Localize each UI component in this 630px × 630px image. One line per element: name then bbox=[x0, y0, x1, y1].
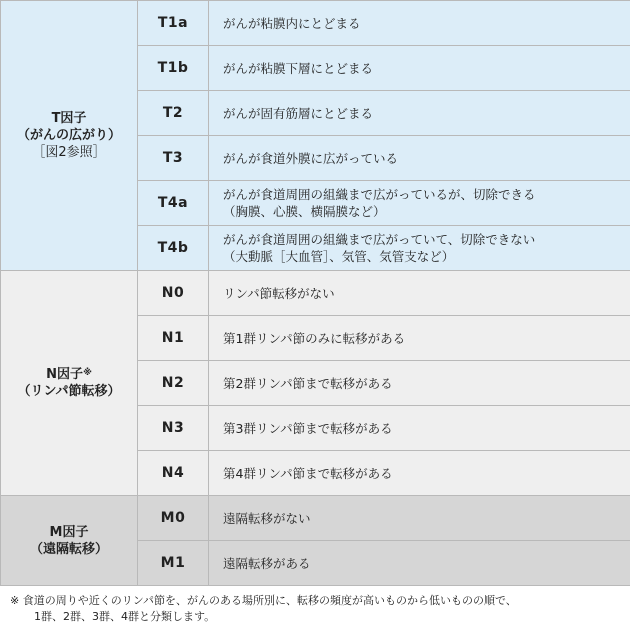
m-factor-subtitle: （遠隔転移） bbox=[29, 541, 108, 557]
description-line: がんが食道周囲の組織まで広がっていて、切除できない bbox=[223, 232, 536, 247]
stage-code: N1 bbox=[138, 316, 209, 361]
stage-description bbox=[209, 181, 630, 226]
stage-description bbox=[209, 46, 630, 91]
stage-description bbox=[209, 1, 630, 46]
n-factor-title: N因子 bbox=[46, 367, 84, 382]
description-line: がんが食道外膜に広がっている bbox=[223, 150, 399, 166]
description-line: （大動脈［大血管］、気管、気管支など） bbox=[223, 249, 455, 264]
table-row bbox=[1, 1, 630, 46]
description-line: がんが食道周囲の組織まで広がっているが、切除できる bbox=[223, 187, 536, 202]
t-factor-subtitle: （がんの広がり） bbox=[16, 128, 121, 143]
stage-description bbox=[209, 496, 630, 541]
stage-code: T1a bbox=[138, 1, 209, 46]
description-line: がんが粘膜内にとどまる bbox=[223, 15, 361, 31]
description-line: リンパ節転移がない bbox=[223, 285, 335, 301]
stage-description bbox=[209, 541, 630, 586]
stage-description bbox=[209, 406, 630, 451]
description-line: 第2群リンパ節まで転移がある bbox=[223, 375, 393, 391]
n-factor-title-line bbox=[1, 366, 137, 383]
stage-description bbox=[209, 226, 630, 271]
stage-code: T4b bbox=[138, 226, 209, 271]
description-line: 第1群リンパ節のみに転移がある bbox=[223, 330, 406, 346]
stage-description bbox=[209, 361, 630, 406]
stage-code: M0 bbox=[138, 496, 209, 541]
footnote bbox=[10, 593, 622, 625]
stage-code: T4a bbox=[138, 181, 209, 226]
stage-code: T3 bbox=[138, 136, 209, 181]
m-factor-title: M因子 bbox=[49, 524, 89, 540]
t-factor-cell bbox=[1, 1, 138, 271]
stage-code: N0 bbox=[138, 271, 209, 316]
description-line: がんが固有筋層にとどまる bbox=[223, 105, 374, 121]
n-factor-cell bbox=[1, 271, 138, 496]
stage-description bbox=[209, 91, 630, 136]
description-line: （胸膜、心膜、横隔膜など） bbox=[223, 204, 386, 219]
stage-description bbox=[209, 271, 630, 316]
n-factor-subtitle: （リンパ節転移） bbox=[17, 384, 121, 399]
stage-code: T2 bbox=[138, 91, 209, 136]
stage-code: N3 bbox=[138, 406, 209, 451]
footnote-mark: ※ bbox=[83, 368, 92, 378]
table-row bbox=[1, 271, 630, 316]
stage-description bbox=[209, 316, 630, 361]
stage-code: T1b bbox=[138, 46, 209, 91]
footnote-line-1: ※ 食道の周りや近くのリンパ節を、がんのある場所別に、転移の頻度が高いものから低いものの順で、 bbox=[10, 594, 517, 607]
t-factor-title: T因子 bbox=[51, 111, 87, 126]
t-factor-reference: ［図2参照］ bbox=[32, 145, 106, 160]
description-line: 遠隔転移がない bbox=[223, 510, 311, 526]
description-line: 遠隔転移がある bbox=[223, 555, 311, 571]
stage-code: N2 bbox=[138, 361, 209, 406]
stage-description bbox=[209, 136, 630, 181]
stage-code: M1 bbox=[138, 541, 209, 586]
footnote-line-2: 1群、2群、3群、4群と分類します。 bbox=[34, 610, 216, 623]
stage-description bbox=[209, 451, 630, 496]
description-line: 第4群リンパ節まで転移がある bbox=[223, 465, 393, 481]
description-line: 第3群リンパ節まで転移がある bbox=[223, 420, 393, 436]
description-line: がんが粘膜下層にとどまる bbox=[223, 60, 374, 76]
m-factor-cell bbox=[1, 496, 138, 586]
stage-code: N4 bbox=[138, 451, 209, 496]
table-row bbox=[1, 496, 630, 541]
